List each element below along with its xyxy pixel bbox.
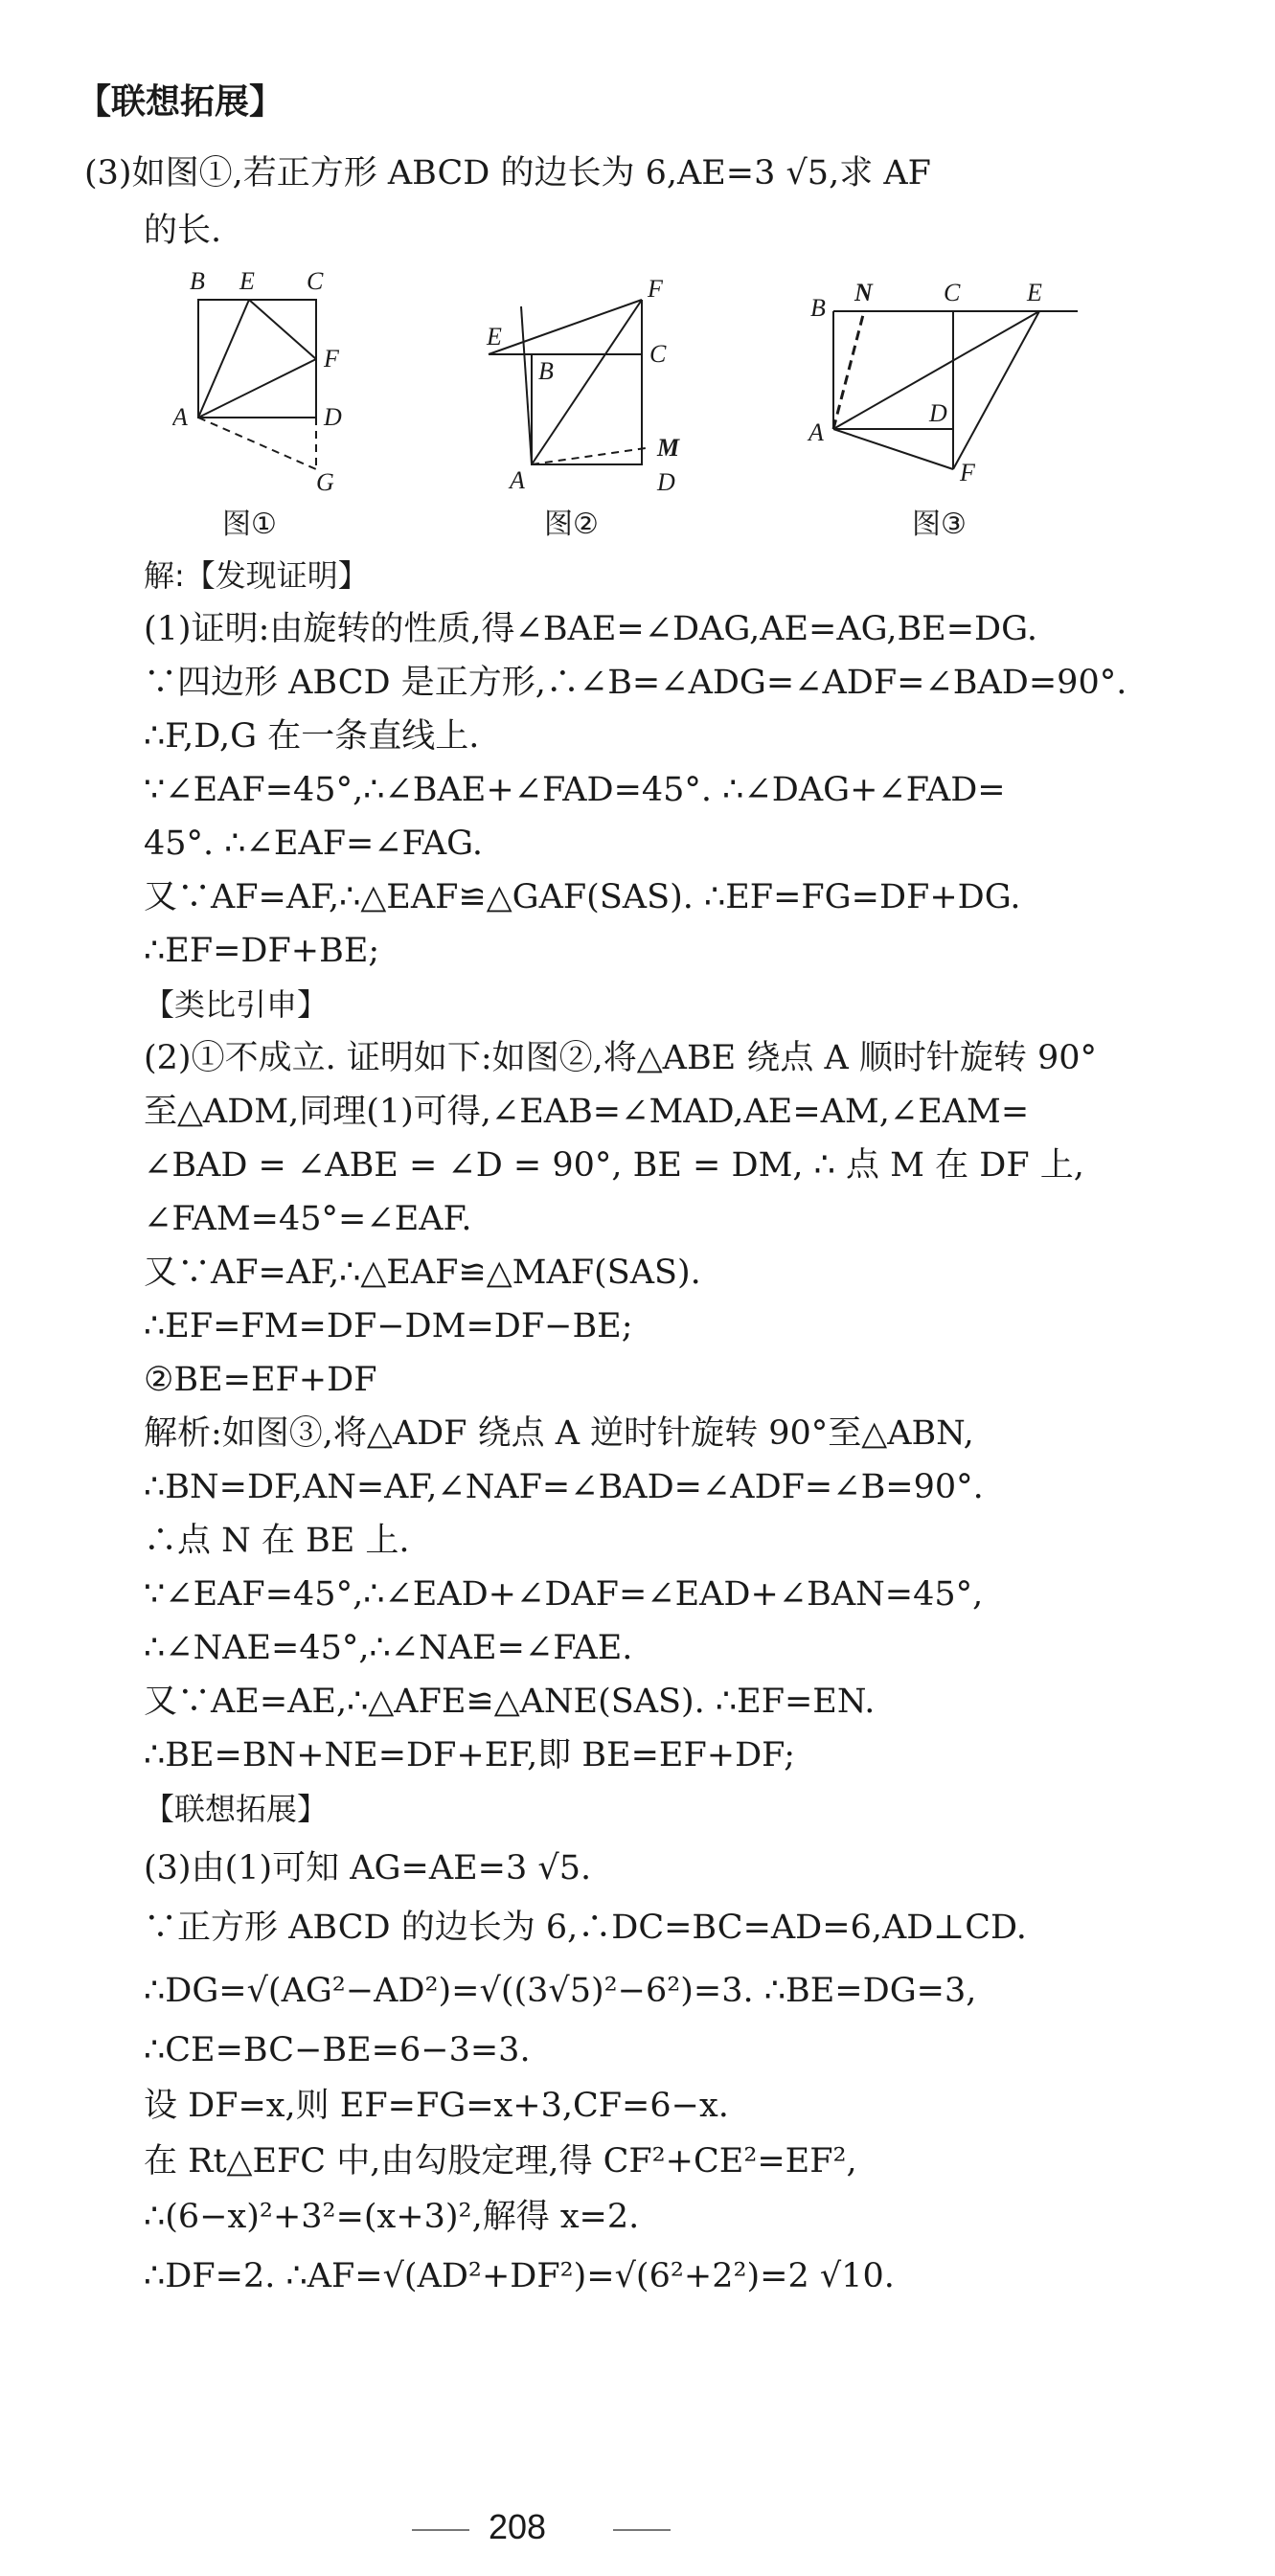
solution-line: ∠BAD = ∠ABE = ∠D = 90°, BE = DM, ∴ 点 M 在 DF 上,: [144, 1146, 1084, 1185]
figure-3-caption: 图③: [912, 508, 967, 541]
page-number-dash-right: [613, 2529, 671, 2531]
fig3-label-d: D: [929, 399, 947, 427]
fig2-label-c: C: [649, 340, 667, 368]
solution-line: (2)①不成立. 证明如下:如图②,将△ABE 绕点 A 顺时针旋转 90°: [144, 1039, 1098, 1077]
question-line-1: (3)如图①,若正方形 ABCD 的边长为 6,AE=3 √5,求 AF: [84, 154, 931, 192]
fig2-label-a: A: [510, 466, 525, 494]
solution-line: ∴CE=BC−BE=6−3=3.: [144, 2031, 531, 2069]
solution-heading: 解:【发现证明】: [144, 557, 369, 594]
solution-subheading: 【联想拓展】: [144, 1791, 329, 1827]
fig3-label-c: C: [944, 279, 961, 306]
fig2-label-f: F: [648, 275, 663, 303]
fig1-label-g: G: [316, 468, 334, 496]
solution-line: ∴EF=DF+BE;: [144, 932, 380, 970]
figure-3: [805, 268, 1082, 511]
solution-line: ∴F,D,G 在一条直线上.: [144, 717, 480, 756]
fig3-label-a: A: [808, 418, 824, 446]
solution-line: 至△ADM,同理(1)可得,∠EAB=∠MAD,AE=AM,∠EAM=: [144, 1093, 1030, 1131]
fig2-label-b: B: [538, 357, 554, 385]
solution-line: 设 DF=x,则 EF=FG=x+3,CF=6−x.: [144, 2087, 729, 2125]
page-number: 208: [489, 2507, 547, 2546]
solution-line: ②BE=EF+DF: [144, 1361, 377, 1399]
page-number-dash-left: [412, 2529, 469, 2531]
fig3-label-n: N: [854, 279, 873, 306]
fig2-label-d: D: [657, 468, 675, 496]
fig1-label-f: F: [324, 345, 339, 373]
fig1-label-a: A: [172, 403, 188, 431]
fig3-label-f: F: [960, 459, 975, 486]
section-heading: 【联想拓展】: [77, 82, 285, 122]
solution-line: ∴BE=BN+NE=DF+EF,即 BE=EF+DF;: [144, 1736, 795, 1774]
solution-line: 又∵AE=AE,∴△AFE≌△ANE(SAS). ∴EF=EN.: [144, 1683, 876, 1721]
solution-line: 45°. ∴∠EAF=∠FAG.: [144, 825, 483, 863]
solution-line: ∵四边形 ABCD 是正方形,∴∠B=∠ADG=∠ADF=∠BAD=90°.: [144, 664, 1127, 702]
fig1-label-e: E: [239, 268, 255, 295]
solution-line: 又∵AF=AF,∴△EAF≌△GAF(SAS). ∴EF=FG=DF+DG.: [144, 878, 1021, 916]
figure-2: [458, 268, 707, 511]
solution-line: ∴BN=DF,AN=AF,∠NAF=∠BAD=∠ADF=∠B=90°.: [144, 1468, 984, 1506]
solution-line: 在 Rt△EFC 中,由勾股定理,得 CF²+CE²=EF²,: [144, 2142, 857, 2181]
solution-line: ∵∠EAF=45°,∴∠BAE+∠FAD=45°. ∴∠DAG+∠FAD=: [144, 771, 1006, 809]
solution-line: (1)证明:由旋转的性质,得∠BAE=∠DAG,AE=AG,BE=DG.: [144, 610, 1037, 648]
fig1-label-c: C: [307, 268, 324, 295]
question-line-2: 的长.: [144, 212, 222, 250]
solution-line: ∵正方形 ABCD 的边长为 6,∴DC=BC=AD=6,AD⊥CD.: [144, 1909, 1027, 1947]
solution-line: 解析:如图③,将△ADF 绕点 A 逆时针旋转 90°至△ABN,: [144, 1414, 974, 1453]
solution-line: ∴DF=2. ∴AF=√(AD²+DF²)=√(6²+2²)=2 √10.: [144, 2257, 895, 2295]
fig2-label-m: M: [657, 434, 680, 462]
solution-line: ∴(6−x)²+3²=(x+3)²,解得 x=2.: [144, 2198, 640, 2236]
fig2-label-e: E: [487, 323, 502, 350]
solution-line: ∵∠EAF=45°,∴∠EAD+∠DAF=∠EAD+∠BAN=45°,: [144, 1575, 984, 1614]
solution-line: ∴∠NAE=45°,∴∠NAE=∠FAE.: [144, 1629, 633, 1667]
solution-line: ∠FAM=45°=∠EAF.: [144, 1200, 472, 1238]
figure-1-caption: 图①: [222, 508, 277, 541]
fig3-label-e: E: [1027, 279, 1042, 306]
solution-subheading: 【类比引申】: [144, 986, 329, 1023]
fig3-label-b: B: [810, 294, 826, 322]
solution-line: ∴点 N 在 BE 上.: [144, 1522, 410, 1560]
fig1-label-d: D: [324, 403, 342, 431]
figure-1: [172, 268, 393, 511]
fig1-label-b: B: [190, 268, 205, 295]
solution-line: 又∵AF=AF,∴△EAF≌△MAF(SAS).: [144, 1254, 701, 1292]
figure-2-caption: 图②: [544, 508, 599, 541]
solution-line: (3)由(1)可知 AG=AE=3 √5.: [144, 1849, 592, 1887]
solution-line: ∴EF=FM=DF−DM=DF−BE;: [144, 1307, 633, 1345]
solution-line: ∴DG=√(AG²−AD²)=√((3√5)²−6²)=3. ∴BE=DG=3,: [144, 1972, 977, 2010]
